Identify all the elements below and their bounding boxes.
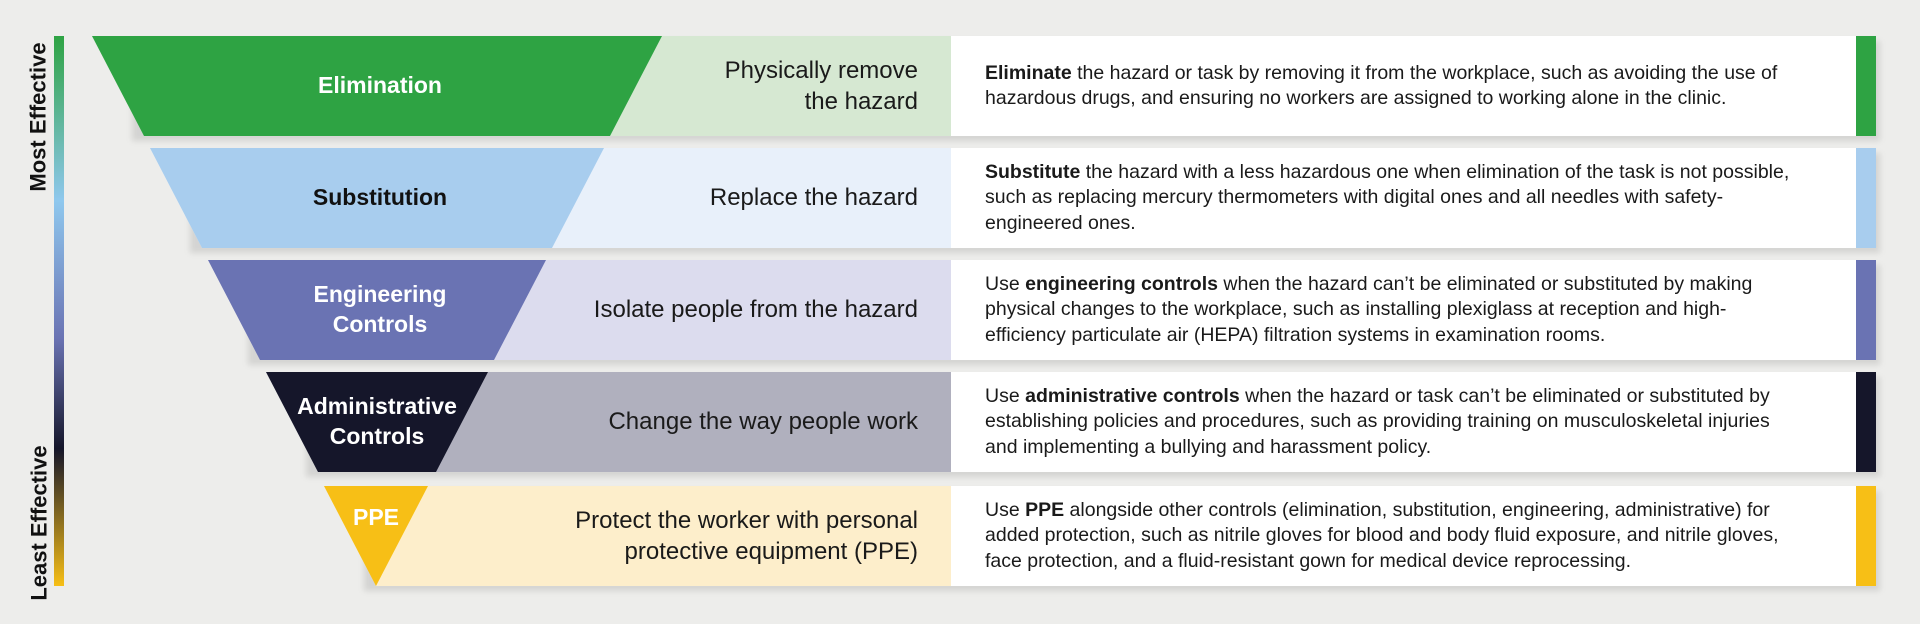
description-text: the hazard or task by removing it from the workplace, such as avoiding the use of hazardous drugs, and ensuring no workers are assigned to working alone in the clinic. (985, 61, 1778, 109)
accent-strip (1856, 36, 1876, 136)
description-text: when the hazard can’t be eliminated or substituted by making physical changes to the workplace, such as installing plexiglass at reception and high-efficiency particulate air (HEPA) filtration systems in examination rooms. (985, 272, 1753, 346)
level-description-elimination (985, 36, 1805, 136)
hierarchy-row-engineering-controls (0, 260, 1920, 360)
scale-label-least-effective: Least Effective (26, 445, 52, 601)
hierarchy-row-substitution (0, 148, 1920, 248)
description-text: when the hazard or task can’t be eliminated or substituted by establishing policies and procedures, such as providing training on musculoskeletal injuries and implementing a bullying and harassment policy. (985, 384, 1770, 458)
level-summary-elimination: Physically remove the hazard (724, 56, 918, 115)
description-text: the hazard with a less hazardous one when elimination of the task is not possible, such as replacing mercury thermometers with digital ones and all needles with safety-engineered ones. (985, 160, 1790, 234)
level-name-ppe: PPE (352, 504, 400, 531)
hierarchy-row-administrative-controls (0, 372, 1920, 472)
description-box (951, 486, 1856, 586)
description-prefix: Use (985, 272, 1026, 295)
description-prefix: Use (985, 384, 1026, 407)
level-name-substitution: Substitution (312, 184, 448, 211)
description-box (951, 372, 1856, 472)
description-text: alongside other controls (elimination, substitution, engineering, administrative) for added protection, such as nitrile gloves for blood and body fluid exposure, and nitrile gloves, face protection, and a fluid-resistant gown for medical device reprocessing. (985, 498, 1779, 572)
level-description-engineering-controls (985, 260, 1805, 360)
hierarchy-row-ppe (0, 486, 1920, 586)
accent-strip (1856, 148, 1876, 248)
level-name-engineering-controls: Engineering Controls (313, 281, 447, 337)
accent-strip (1856, 372, 1876, 472)
accent-strip (1856, 260, 1876, 360)
hierarchy-row-elimination (0, 36, 1920, 136)
level-name-administrative-controls: Administrative Controls (297, 393, 457, 449)
level-description-administrative-controls (985, 372, 1805, 472)
level-description-substitution (985, 148, 1805, 248)
description-box (951, 260, 1856, 360)
description-keyword: Eliminate (985, 61, 1072, 84)
level-summary-engineering-controls: Isolate people from the hazard (593, 296, 918, 324)
description-keyword: PPE (1025, 498, 1065, 521)
description-box (951, 36, 1856, 136)
level-summary-ppe: Protect the worker with personal protective equipment (PPE) (575, 506, 918, 565)
description-box (951, 148, 1856, 248)
accent-strip (1856, 486, 1876, 586)
description-prefix: Use (985, 498, 1026, 521)
level-summary-substitution: Replace the hazard (709, 184, 918, 212)
level-summary-administrative-controls: Change the way people work (608, 408, 918, 436)
description-keyword: Substitute (985, 160, 1081, 183)
description-keyword: administrative controls (1025, 384, 1240, 407)
description-keyword: engineering controls (1025, 272, 1218, 295)
level-description-ppe (985, 486, 1805, 586)
level-name-elimination: Elimination (318, 72, 442, 99)
scale-label-most-effective: Most Effective (25, 42, 51, 192)
